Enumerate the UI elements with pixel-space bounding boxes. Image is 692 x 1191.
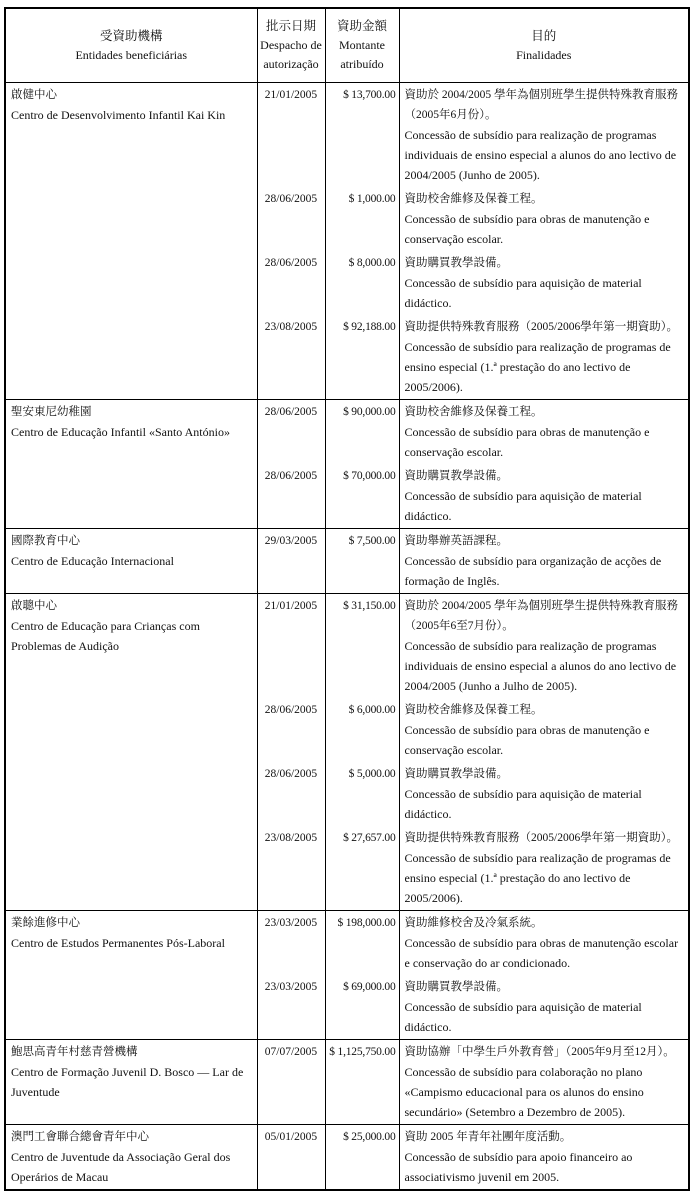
purpose-cell [399,251,689,315]
amount-cell: $ 70,000.00 [325,464,399,529]
entity-name-pt: Centro de Desenvolvimento Infantil Kai Kin [11,108,226,122]
date-cell: 07/07/2005 [257,1040,325,1125]
amount-cell: $ 1,000.00 [325,187,399,251]
purpose-text-cn: 資助提供特殊教育服務（2005/2006學年第一期資助）。 [404,321,678,333]
header-entities-pt: Entidades beneficiárias [75,47,188,62]
entity-cell [5,83,257,400]
subsidy-table [4,7,690,1191]
purpose-text-pt: Concessão de subsídio para obras de manutenção escolar e conservação do ar condicionado. [404,936,679,970]
date-cell: 28/06/2005 [257,187,325,251]
amount-cell: $ 7,500.00 [325,529,399,594]
purpose-text-cn: 資助於 2004/2005 學年為個別班學生提供特殊教育服務（2005年6月份）。 [404,89,678,121]
date-cell: 28/06/2005 [257,762,325,826]
purpose-cell [399,1125,689,1191]
entity-name-pt: Centro de Estudos Permanentes Pós-Laboral [11,936,225,950]
date-cell: 23/08/2005 [257,826,325,911]
purpose-cell [399,187,689,251]
purpose-text-pt: Concessão de subsídio para apoio financeiro ao associativismo juvenil em 2005. [404,1150,633,1184]
header-amount-cn: 資助金額 [336,19,387,33]
date-cell: 28/06/2005 [257,400,325,465]
amount-cell: $ 90,000.00 [325,400,399,465]
purpose-cell [399,762,689,826]
entry-row [5,1125,689,1191]
entry-row [5,400,689,465]
purpose-text-cn: 資助校舍維修及保養工程。 [404,406,543,418]
header-purpose-pt: Finalidades [516,47,572,62]
entry-row [5,594,689,699]
purpose-text-pt: Concessão de subsídio para realização de programas de ensino especial (1.ª prestação do ano lectivo de 2005/2006). [404,851,671,905]
entity-cell [5,400,257,529]
date-cell: 05/01/2005 [257,1125,325,1191]
purpose-cell [399,464,689,529]
purpose-text-pt: Concessão de subsídio para realização de programas individuais de ensino especial a alunos do ano lectivo de 2004/2005 (Junho de 2005). [404,128,677,182]
purpose-text-cn: 資助校舍維修及保養工程。 [404,704,543,716]
purpose-text-cn: 資助 2005 年青年社團年度活動。 [404,1131,572,1143]
entry-row [5,911,689,976]
purpose-text-cn: 資助購買教學設備。 [404,257,508,269]
purpose-cell [399,826,689,911]
date-cell: 28/06/2005 [257,251,325,315]
entity-name-pt: Centro de Juventude da Associação Geral dos Operários de Macau [11,1150,231,1184]
purpose-cell [399,529,689,594]
entity-cell [5,529,257,594]
purpose-text-cn: 資助購買教學設備。 [404,768,508,780]
header-purpose [399,8,689,83]
amount-cell: $ 8,000.00 [325,251,399,315]
entity-name-pt: Centro de Formação Juvenil D. Bosco — Lar de Juventude [11,1065,244,1099]
amount-cell: $ 6,000.00 [325,698,399,762]
entity-cell [5,594,257,911]
amount-cell: $ 5,000.00 [325,762,399,826]
header-entities [5,8,257,83]
purpose-text-cn: 資助協辦「中學生戶外教育營」（2005年9月至12月）。 [404,1046,675,1058]
entity-cell [5,911,257,1040]
amount-cell: $ 25,000.00 [325,1125,399,1191]
purpose-text-pt: Concessão de subsídio para organização de acções de formação de Inglês. [404,554,662,588]
header-row [5,8,689,83]
purpose-cell [399,911,689,976]
entity-name-pt: Centro de Educação Internacional [11,554,174,568]
entity-name-cn: 澳門工會聯合總會青年中心 [11,1131,149,1143]
entry-row [5,529,689,594]
date-cell: 28/06/2005 [257,464,325,529]
purpose-cell [399,975,689,1040]
purpose-text-cn: 資助維修校舍及冷氣系統。 [404,917,543,929]
header-date [257,8,325,83]
entity-name-cn: 聖安東尼幼稚園 [11,406,92,418]
entity-name-cn: 國際教育中心 [11,535,80,547]
purpose-text-cn: 資助校舍維修及保養工程。 [404,193,543,205]
purpose-cell [399,83,689,188]
header-entities-cn: 受資助機構 [99,28,163,43]
purpose-text-pt: Concessão de subsídio para obras de manutenção e conservação escolar. [404,723,650,757]
date-cell: 21/01/2005 [257,594,325,699]
purpose-text-pt: Concessão de subsídio para aquisição de material didáctico. [404,1000,642,1034]
header-date-pt: Despacho de autorização [260,38,322,71]
entity-name-cn: 啟健中心 [11,89,57,101]
entity-name-pt: Centro de Educação para Crianças com Problemas de Audição [11,619,200,653]
date-cell: 29/03/2005 [257,529,325,594]
header-amount-pt: Montante atribuído [339,38,385,71]
amount-cell: $ 27,657.00 [325,826,399,911]
date-cell: 21/01/2005 [257,83,325,188]
purpose-cell [399,594,689,699]
amount-cell: $ 92,188.00 [325,315,399,400]
purpose-text-pt: Concessão de subsídio para aquisição de material didáctico. [404,787,642,821]
entity-name-cn: 鮑思高青年村慈青營機構 [11,1046,138,1058]
purpose-text-pt: Concessão de subsídio para realização de programas individuais de ensino especial a alunos do ano lectivo de 2004/2005 (Junho a Julho de 2005). [404,639,677,693]
purpose-text-pt: Concessão de subsídio para colaboração no plano «Campismo educacional para os alunos do ensino secundário» (Setembro a Dezembro de 2005). [404,1065,644,1119]
header-purpose-cn: 目的 [531,28,557,43]
header-amount [325,8,399,83]
header-date-cn: 批示日期 [265,19,316,33]
entry-row [5,83,689,188]
entity-name-cn: 業餘進修中心 [11,917,80,929]
purpose-text-cn: 資助提供特殊教育服務（2005/2006學年第一期資助）。 [404,832,678,844]
amount-cell: $ 1,125,750.00 [325,1040,399,1125]
entry-row [5,1040,689,1125]
amount-cell: $ 31,150.00 [325,594,399,699]
purpose-text-pt: Concessão de subsídio para realização de programas de ensino especial (1.ª prestação do ano lectivo de 2005/2006). [404,340,671,394]
purpose-text-pt: Concessão de subsídio para aquisição de material didáctico. [404,489,642,523]
amount-cell: $ 198,000.00 [325,911,399,976]
date-cell: 23/03/2005 [257,911,325,976]
date-cell: 23/08/2005 [257,315,325,400]
purpose-cell [399,315,689,400]
purpose-cell [399,698,689,762]
purpose-text-pt: Concessão de subsídio para obras de manutenção e conservação escolar. [404,425,650,459]
purpose-text-cn: 資助購買教學設備。 [404,981,508,993]
purpose-cell [399,400,689,465]
purpose-text-pt: Concessão de subsídio para aquisição de material didáctico. [404,276,642,310]
date-cell: 28/06/2005 [257,698,325,762]
entity-cell [5,1125,257,1191]
purpose-text-cn: 資助舉辦英語課程。 [404,535,508,547]
table-header [5,8,689,83]
purpose-text-cn: 資助於 2004/2005 學年為個別班學生提供特殊教育服務（2005年6至7月份）。 [404,600,678,632]
purpose-text-cn: 資助購買教學設備。 [404,470,508,482]
amount-cell: $ 13,700.00 [325,83,399,188]
table-body [5,83,689,1191]
date-cell: 23/03/2005 [257,975,325,1040]
amount-cell: $ 69,000.00 [325,975,399,1040]
entity-name-pt: Centro de Educação Infantil «Santo António» [11,425,230,439]
purpose-cell [399,1040,689,1125]
entity-name-cn: 啟聰中心 [11,600,57,612]
purpose-text-pt: Concessão de subsídio para obras de manutenção e conservação escolar. [404,212,650,246]
entity-cell [5,1040,257,1125]
